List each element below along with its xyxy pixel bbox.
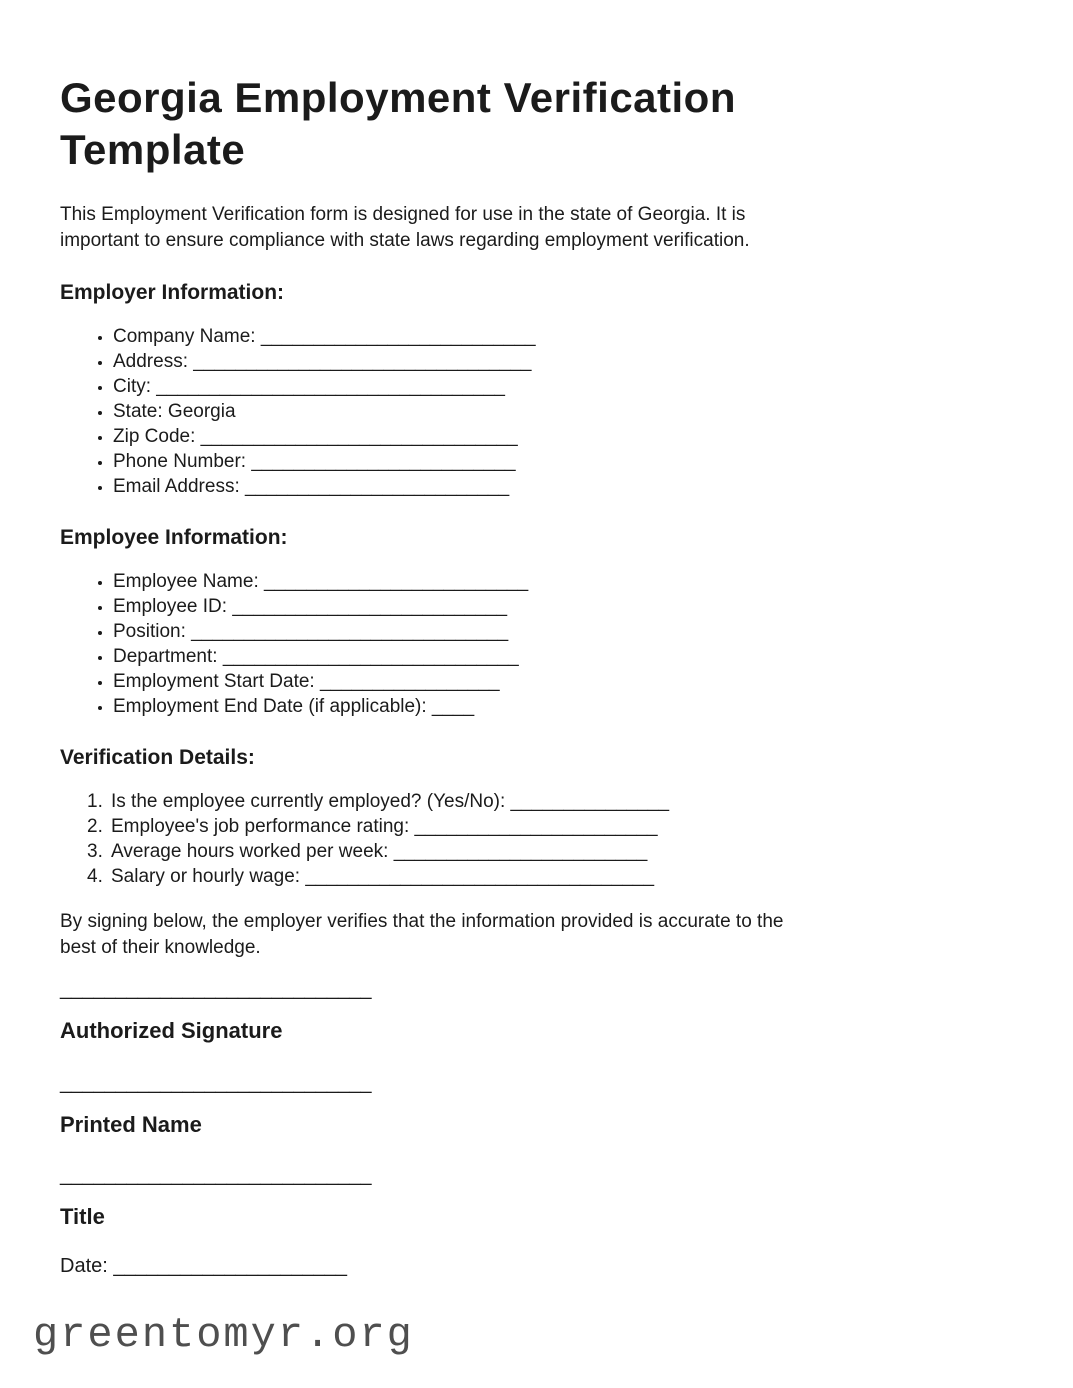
printed-name-line: ____________________________ [60,1072,372,1094]
item-number: 4. [87,866,103,887]
question-text: Salary or hourly wage: _________________________________ [111,866,655,887]
date-label: Date: [60,1255,108,1277]
field-employment-end-date: • Employment End Date (if applicable): ____ [113,694,1013,719]
question-salary-wage [87,864,1013,889]
field-address: • Address: ________________________________ [113,349,1013,374]
employee-information-list [60,569,1013,719]
field-state: • State: Georgia [113,399,1013,424]
field-employee-id: • Employee ID: __________________________ [113,594,1013,619]
question-performance-rating [87,814,1013,839]
field-phone-number: • Phone Number: _________________________ [113,449,1013,474]
question-text: Is the employee currently employed? (Yes/No): _______________ [111,791,670,812]
date-row [60,1253,1013,1279]
page-title [60,72,1013,176]
question-text: Average hours worked per week: ________________________ [111,841,648,862]
page-title-line-1: Georgia Employment Verification [60,74,736,121]
date-fill-line: _____________________ [113,1255,347,1277]
field-email-address: • Email Address: _________________________ [113,474,1013,499]
attestation-line-1: By signing below, the employer verifies that the information provided is accurate to the [60,911,784,932]
verification-details-heading: Verification Details: [60,746,255,769]
question-text: Employee's job performance rating: _______________________ [111,816,658,837]
field-department: • Department: ____________________________ [113,644,1013,669]
item-number: 2. [87,816,103,837]
item-number: 1. [87,791,103,812]
title-line: ____________________________ [60,1164,372,1186]
title-label: Title [60,1204,105,1229]
question-average-hours [87,839,1013,864]
field-employment-start-date: • Employment Start Date: _________________ [113,669,1013,694]
verification-details-list [60,789,1013,889]
page-title-line-2: Template [60,126,246,173]
authorized-signature-line: ____________________________ [60,978,372,1000]
item-number: 3. [87,841,103,862]
printed-name-label: Printed Name [60,1112,202,1137]
employee-information-heading: Employee Information: [60,526,288,549]
field-employee-name: • Employee Name: _________________________ [113,569,1013,594]
field-position: • Position: ______________________________ [113,619,1013,644]
question-currently-employed [87,789,1013,814]
intro-line-2: important to ensure compliance with state laws regarding employment verification. [60,230,750,251]
field-company-name: • Company Name: __________________________ [113,324,1013,349]
employer-information-list [60,324,1013,499]
intro-paragraph [60,202,1013,254]
attestation-line-2: best of their knowledge. [60,937,261,958]
intro-line-1: This Employment Verification form is designed for use in the state of Georgia. It is [60,204,746,225]
authorized-signature-label: Authorized Signature [60,1018,283,1043]
watermark-text: greentomyr.org [33,1311,414,1359]
employer-information-heading: Employer Information: [60,281,285,304]
field-zip-code: • Zip Code: ______________________________ [113,424,1013,449]
field-city: • City: _________________________________ [113,374,1013,399]
attestation-paragraph [60,909,1013,961]
